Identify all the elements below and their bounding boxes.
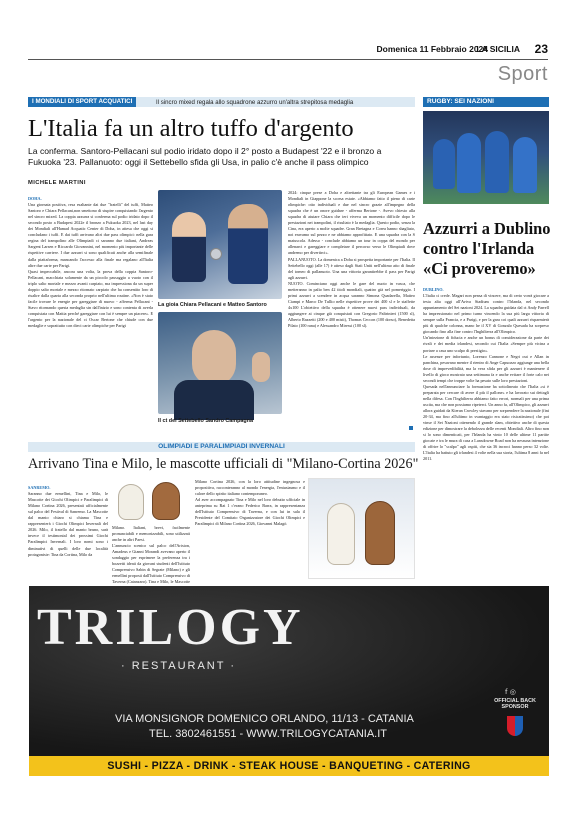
main-headline: L'Italia fa un altro tuffo d'argento (28, 115, 354, 142)
photo-medal-icon (210, 248, 222, 260)
header-paper-name: LA SICILIA (476, 44, 520, 54)
olympics-mascot-milo-icon (365, 501, 395, 565)
main-kicker: I MONDIALI DI SPORT ACQUATICI (28, 97, 136, 107)
header-rule (28, 59, 548, 60)
header-date: Domenica 11 Febbraio 2024 (376, 44, 488, 54)
olympics-headline: Arrivano Tina e Milo, le mascotte ufficiali di "Milano-Cortina 2026" (28, 456, 419, 472)
main-col1-dateline: DOHA. (28, 196, 42, 202)
olympics-column-3: Milano Cortina 2026, con la loro attitudine ingegnosa e propositiva, racconteranno al mondo l'energia, l'entusiasmo e il calore dello spirito italiano contemporaneo. Ad aver accompagnato Tina e Milo nel loro debutto ufficiale in anteprima su Rai 1 c'erano Federico Barra, in rappresentanza dell'Istituto Comprensivo di Taverna, e con lui in sala il Presidente del Comitato Organizzatore dei Giochi Olimpici e Paralimpici di Milano Cortina 2026, Giovanni Malagò. (195, 479, 305, 527)
section-title: Sport (497, 63, 548, 85)
rugby-photo (423, 111, 549, 204)
olympics-column-1 (28, 479, 108, 579)
rugby-headline: Azzurri a Dublino contro l'Irlanda «Ci proveremo» (423, 219, 551, 278)
olympics-mascot-tina-icon (327, 503, 355, 565)
ad-address: VIA MONSIGNOR DOMENICO ORLANDO, 11/13 - CATANIA (115, 713, 414, 725)
olympics-column-2: Milano. Italiani, brevi, facilmente pronunciabili e memorizzabili, sono utilizzati anche in altri Paesi. L'annuncio scenico sul palco dell'Ariston, Amadeus e Gianni Morandi avevano aperto il sondaggio per esprimere la preferenza tra i bozzetti ideati da giovani studenti dell'Istituto Comprensivo Sabin di Segrate (Milano) e gli ermellini proposti dall'Istituto Comprensivo di Taverna (Catanzaro). Tina e Milo, le Mascotte (112, 525, 190, 585)
photo-coach-head (192, 330, 236, 386)
main-summary: La conferma. Santoro-Pellacani sul podio iridato dopo il 2° posto a Budapest '22 e il bronzo a Fukuoka '23. Pallanuoto: oggi il Settebello sfida gli Usa, in palio c'è anche il pass olimpico (28, 146, 382, 168)
main-col1-text: Una giornata positiva, resa esaltante dai due "fratelli" del tuffi, Matteo Santoro e Chiara Pellacani,non smettono di stupire conquistando l'argento nel sincro mixed. La coppia azzurra si conferma sul podio iridato dopo il secondo posto a Budapest 2022e il bronzo a Fukuoka 2023, nel last day dei Mondiali all'Hamad Acquatic Center di Doha, in attesa che oggi si concludano i tuffi. E dai tuffi arrivano altri due pass olimpici: nella gara regina del trampolino alle Olimpiadi ci saranno due italiani, Andreas Sargent Larsen e Riccardo Giovannini, nel momento più importante delle rispettive carriere. I due azzurri si sono qualificati anche alla semifinale dalla piattaforma, mancando l'accesso alla finale ma regalano all'Italia altre due carte per Parigi. Quasi impeccabile, ancora una volta, la prova della coppia Santoro-Pellacani, macchiata solamente da un piccolo passaggio a vuoto con il triplo salto mortale e mezzo avanti carpiato, ma impressiona da un super doppio salto mortale e mezzo ritornato carpiato che ha consentito loro di risalire dalla quarta alla seconda proprio nell'ultima routine. «Non è stato facile trovare le energie per gareggiare di nuovo - afferma Pellacani - Stavo ritornando questa medaglia sin dall'inizio e sono contenta di averla conquistata con Mattia perché gareggiare con lui è sempre un piacere». E l'argento per la nazionale del ct Oscar Bertone che chiude con due medaglie e soprattutto con dieci carte olimpiche per Parigi (28, 202, 153, 329)
rugby-kicker: RUGBY: SEI NAZIONI (423, 97, 549, 107)
olympics-dateline: SANREMO. (28, 485, 51, 491)
main-column-1 (28, 190, 153, 421)
rugby-column (423, 281, 549, 584)
photo-coach-caption: Il ct del Settebello Sandro Campagna (158, 418, 253, 424)
olympics-photo (308, 478, 415, 579)
rugby-player-1 (433, 139, 455, 189)
photo-diver-right (228, 204, 268, 284)
rugby-player-4 (513, 137, 537, 193)
rugby-player-3 (485, 131, 509, 193)
main-kicker-subtitle: Il sincro mixed regala allo squadrone azzurro un'altra strepitosa medaglia (156, 98, 354, 106)
olympics-kicker: OLIMPIADI E PARALIMPIADI INVERNALI (28, 442, 415, 452)
sponsor-shield-icon (507, 716, 523, 736)
end-of-article-icon (409, 426, 413, 430)
photo-coach-hand (252, 352, 270, 382)
main-column-3: 2024: cinque prese a Doha e altrettante tra gli European Games e i Mondiali in Giappone la scorsa estate. «Abbiamo fatto il pieno di carte olimpiche: otto individuali e due nel sincro grazie all'impegno della squadra che è un onore guidare - afferma Bertone -. Avevo chiesto alla squadra di aiutare Chiara che ieri viveva un momento difficile dopo le prestazioni nei trampolini, il risultato è la medaglia. Questo podio, senza la Cina, era aperto a molte squadre. Gran Bretagna e Corea hanno sbagliato, noi eravamo sul pezzo e ne abbiamo approfittato. E una squadra con la S maiuscola. Adesso - conclude abbiamo un tour in coppa del mondo per allenarci e gareggiare e completare il percorso verso le Olimpiadi dove andremo per divertirci». PALLANUOTO. La domenica a Doha si prospetta importante per l'Italia. Il Settebello oggi (alle 17) è atteso dagli Stati Uniti nell'ultimo atto di finale del torneo di pallanuoto. Una una vittoria garantirebbe il pass per Parigi agli azzurri. NUOTO. Cominciano oggi anche le gare del nuoto in vasca, che metteranno in palio ben 42 titoli mondiali, quattro già nel pomeriggio. I primi azzurri a scendere in acqua saranno Simona Quadarella, Matteo Ciampi e Marco De Tullio nelle rispettive prove dei 400 sl e le staffette 4x100 L'obiettivo della squadra è ottenere nuovi pass individuali, da aggiungere ai cinque già conquistati con Gregorio Paltrinieri (1500 sl), Alberto Razzetti (200 e 400 misti), Thomas Ceccon (100 dorso), Benedetta Pilato (100 rana) e Alessandro Miressi (100 sl). (288, 190, 415, 329)
trilogy-ad (29, 586, 549, 776)
ad-tagline: · RESTAURANT · (121, 660, 236, 672)
main-byline: MICHELE MARTINI (28, 180, 86, 186)
ad-contact: TEL. 3802461551 - WWW.TRILOGYCATANIA.IT (149, 728, 387, 740)
rugby-text: L'Italia ci crede. Magari non pensa di vincere, ma di certo vorrà giocare a testa alta oggi all'Aviva Stadium contro l'Irlanda, nel secondo appuntamento del Sei nazioni 2024. La squadra guidata dal ct Andy Farrell ha impressionato nel primo turno vincendo la sua più larga vittoria di sempre sulla Francia, e a Parigi, e per la gara coi quali azzurri risparmierà più di qualche colonna, mano he il XV di Gonzalo Quesada ha sorpreso giocando fino alla fine contro l'Inghilterra all'Olimpico. Un'iniezione di fiducia e anche un bonus di considerazione da parte dei rivali e dei media irlandesi, secondo cui l'Italia «Sempre più vicina a portare a casa uno scalpo di prestigio». Le assenze per infortunio, Lorenzo Cannone e Negri out e Allan in panchina, pesavano mentre il rientro di Ange Capuozzo aggiunge una bella dose di imprevedibilità, ma la vera sfida per gli azzurri è mantenere il livello di gioco mostrato una settimana fa e anche evitare il forte calo nei secondi tempi che troppe volte ha pesato sulle loro prestazioni. Quesada nell'annunciare la formazione ha sottolineato che l'Italia «si è preparata per cercare di avere il più il pallone» e ha lavorato sui dettagli nella difesa. Con l'Inghilterra abbiamo fatto errori, normali per una prima uscita, ma che non possiamo ripeterci. Un anno fa, all'Olimpico, gli azzurri allora guidati da Kieran Crowley stavano per sorprendere la nazionale (fini 20-34, ma fino all'ultimo in svantaggio era stato risicatissimo) che poi vinse il Sei Nazioni ottenendo il grande slam, obiettivo anche di questa edizione per dimostrare la debolezza delle recenti Mondiali. Altro fino non si lo sono dimenticati, per l'Irlanda ha vinto 10 delle ultime 11 partite giocate e tra le mura di casa a Lansdowne Road non ha nessuna intenzione di offrire lo "scalpo" agli ospiti, che sia 36 incroci hanno perso 32 volte. L'Italia ha battuto gli irlandesi 4 volte nella sua storia, l'ultima 8 anni fa nel 2011. (423, 293, 549, 462)
olympics-col1-text: Saranno due ermellini, Tina e Milo, le Mascotte dei Giochi Olimpici e Paralimpici di Milano Cortina 2026, presentati ufficialmente sul palco del Festival di Sanremo. La Mascotte dal manto chiaro si chiama Tina e rappresenterà i Giochi Olimpici Invernali del 2026. Milo, il fratello dal manto bruno, sarà invece il testimonial dei prossimi Giochi Paralimpici Invernali. I loro nomi sono i diminutivi di quelli delle due località protagoniste: Tina da Cortina, Milo da (28, 491, 108, 557)
photo-divers (158, 190, 282, 299)
social-icons: f ◎ (505, 688, 516, 696)
ad-brand-logo: TRILOGY (37, 599, 304, 656)
mascot-tina-icon (118, 484, 144, 520)
photo-coach-body (174, 380, 254, 420)
ad-services-bar: SUSHI - PIZZA - DRINK - STEAK HOUSE - BANQUETING - CATERING (29, 756, 549, 776)
photo-diver-left (172, 212, 206, 282)
main-kicker-bar (28, 97, 415, 107)
photo-coach (158, 312, 282, 414)
rugby-player-2 (457, 133, 481, 193)
ad-sponsor-label: OFFICIAL BACK SPONSOR (494, 698, 536, 710)
photo-divers-caption: La gioia Chiara Pellacani e Matteo Santoro (158, 302, 267, 308)
rugby-dateline: DUBLINO. (423, 287, 444, 293)
header-page-number: 23 (534, 42, 548, 56)
page-header (28, 42, 548, 56)
mascots-illustration (112, 478, 188, 523)
mascot-milo-icon (152, 482, 180, 520)
